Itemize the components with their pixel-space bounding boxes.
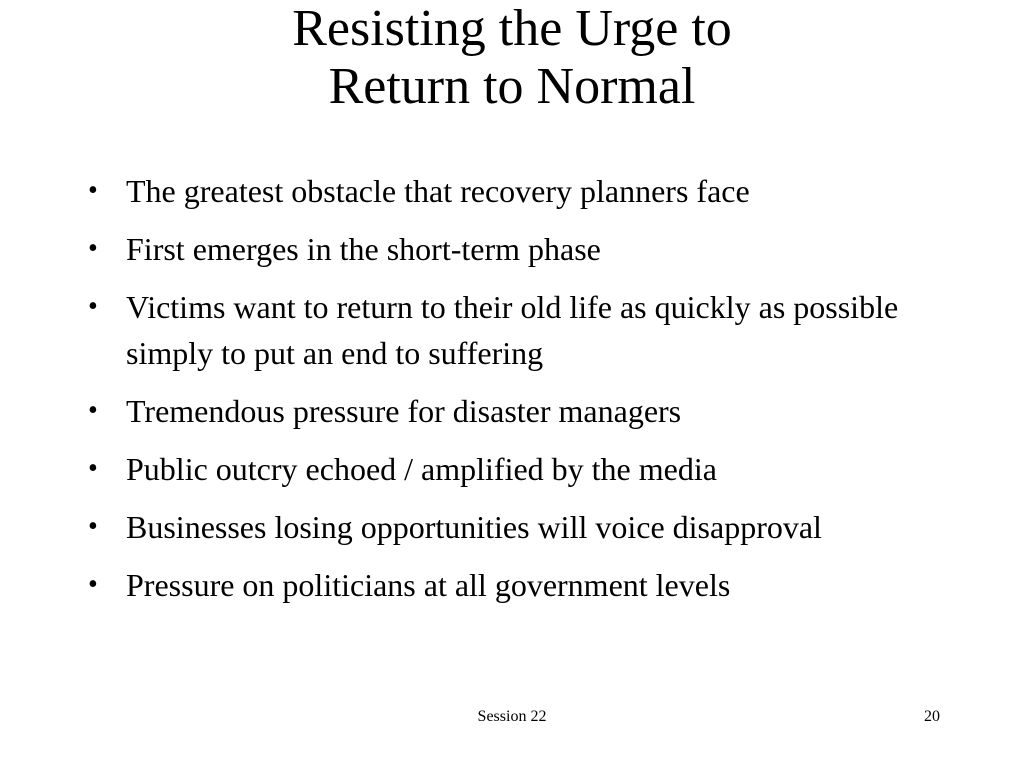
footer-session-label: Session 22 [477, 708, 547, 725]
bullet-item [84, 388, 924, 434]
bullet-text: The greatest obstacle that recovery planners face [126, 173, 750, 209]
bullet-point-icon: • [88, 453, 98, 484]
bullet-point-icon: • [88, 233, 98, 264]
slide-title [0, 0, 1024, 116]
bullet-point-icon: • [88, 511, 98, 542]
bullet-item [84, 168, 924, 214]
bullet-text: Businesses losing opportunities will voice disapproval [126, 509, 822, 545]
bullet-item [84, 226, 924, 272]
bullet-point-icon: • [88, 175, 98, 206]
bullet-text: Pressure on politicians at all government levels [126, 567, 731, 603]
bullet-item [84, 562, 924, 608]
bullet-item [84, 284, 924, 376]
slide-number: 20 [924, 708, 940, 725]
bullet-text: Victims want to return to their old life as quickly as possible simply to put an end to suffering [126, 289, 899, 371]
bullet-text: Tremendous pressure for disaster managers [126, 393, 682, 429]
slide-title-line-1: Resisting the Urge to [292, 0, 732, 57]
bullet-item [84, 446, 924, 492]
bullet-point-icon: • [88, 569, 98, 600]
bullet-point-icon: • [88, 291, 98, 322]
bullet-text: First emerges in the short-term phase [126, 231, 601, 267]
bullet-point-icon: • [88, 395, 98, 426]
slide-title-line-2: Return to Normal [328, 58, 696, 115]
bullet-text: Public outcry echoed / amplified by the media [126, 451, 717, 487]
bullet-list [84, 168, 924, 620]
bullet-item [84, 504, 924, 550]
